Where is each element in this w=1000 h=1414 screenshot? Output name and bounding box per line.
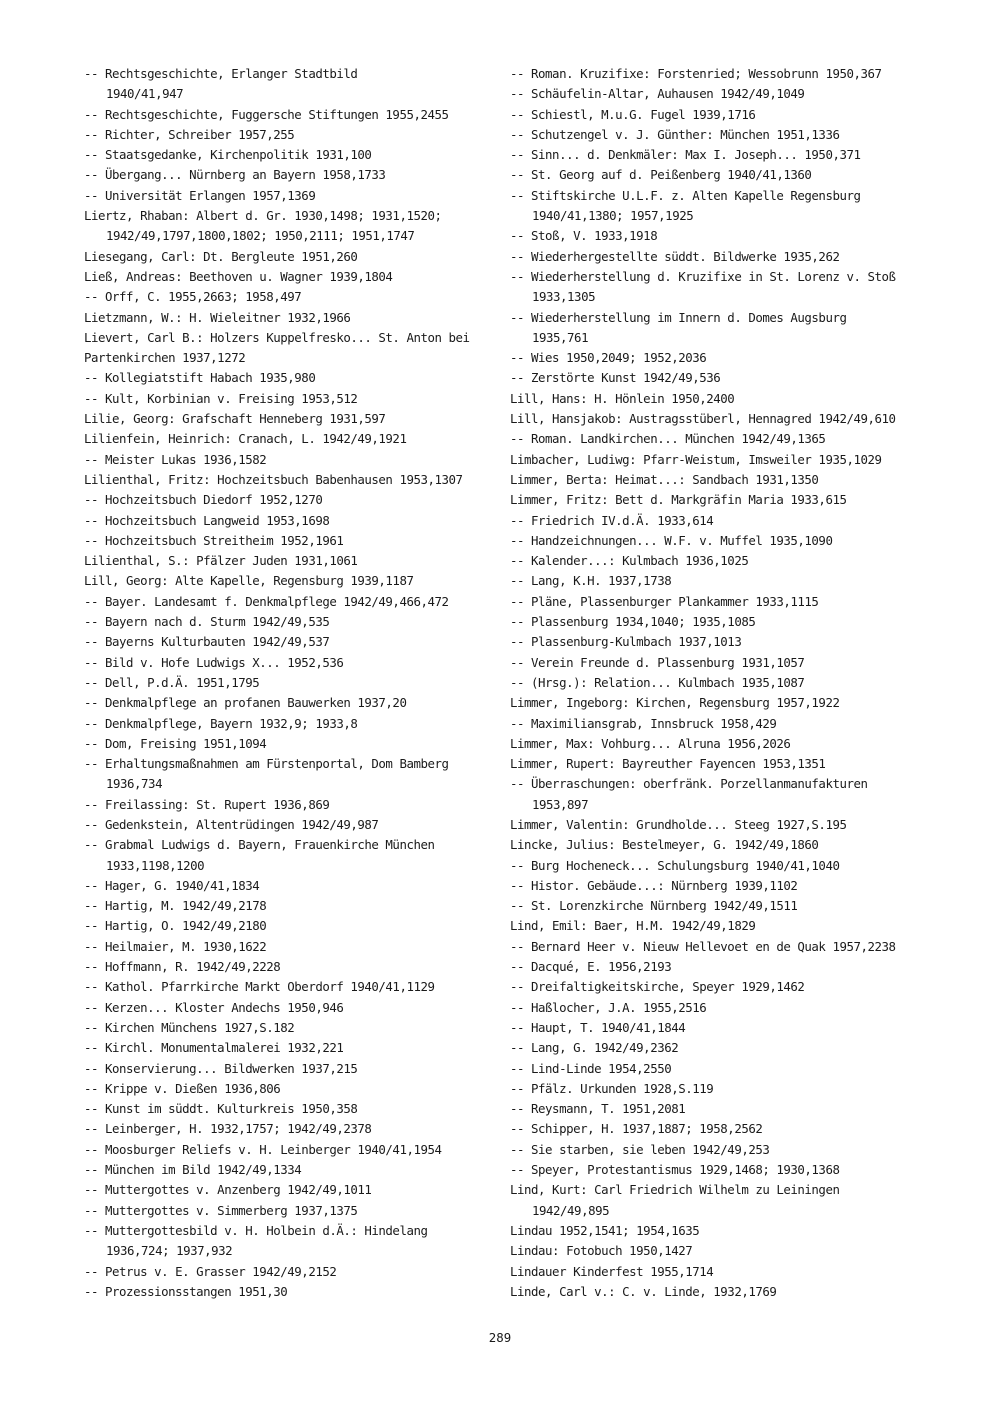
index-entry: -- Roman. Kruzifixe: Forstenried; Wessobrunn 1950,367 <box>510 66 882 81</box>
index-entry: Lietzmann, W.: H. Wieleitner 1932,1966 <box>84 309 351 325</box>
index-entry: -- (Hrsg.): Relation... Kulmbach 1935,1087 <box>510 674 805 690</box>
index-entry: -- Muttergottesbild v. H. Holbein d.Ä.: Hindelang <box>84 1222 428 1238</box>
index-entry: -- Haupt, T. 1940/41,1844 <box>510 1019 686 1035</box>
index-entry: -- Hochzeitsbuch Langweid 1953,1698 <box>84 512 330 528</box>
index-entry: -- Überraschungen: oberfränk. Porzellanmanufakturen <box>510 776 868 792</box>
index-entry: -- Krippe v. Dießen 1936,806 <box>84 1080 281 1096</box>
index-entry: -- Staatsgedanke, Kirchenpolitik 1931,100 <box>84 147 372 163</box>
index-entry: Linde, Carl v.: C. v. Linde, 1932,1769 <box>510 1283 777 1299</box>
index-entry: -- Lind-Linde 1954,2550 <box>510 1060 672 1076</box>
index-entry: -- Plassenburg 1934,1040; 1935,1085 <box>510 614 756 630</box>
index-entry: -- Petrus v. E. Grasser 1942/49,2152 <box>84 1263 337 1279</box>
index-entry: -- Richter, Schreiber 1957,255 <box>84 126 295 142</box>
index-entry: Limmer, Rupert: Bayreuther Fayencen 1953,1351 <box>510 756 826 772</box>
index-entry-continuation: 1933,1198,1200 <box>106 857 205 873</box>
index-entry: -- Rechtsgeschichte, Fuggersche Stiftungen 1955,2455 <box>84 106 449 122</box>
index-entry: -- Hartig, M. 1942/49,2178 <box>84 898 267 914</box>
index-entry: Limmer, Max: Vohburg... Alruna 1956,2026 <box>510 735 791 751</box>
index-entry: -- Bild v. Hofe Ludwigs X... 1952,536 <box>84 654 344 670</box>
index-entry-continuation: 1935,761 <box>532 329 589 345</box>
index-entry: Liesegang, Carl: Dt. Bergleute 1951,260 <box>84 248 358 264</box>
index-entry: -- Schäufelin-Altar, Auhausen 1942/49,1049 <box>510 86 805 102</box>
index-entry-continuation: 1936,724; 1937,932 <box>106 1243 233 1259</box>
index-entry-continuation: 1942/49,1797,1800,1802; 1950,2111; 1951,1747 <box>106 228 415 244</box>
index-entry: -- Wiederherstellung d. Kruzifixe in St. Lorenz v. Stoß <box>510 268 896 284</box>
index-entry: -- Universität Erlangen 1957,1369 <box>84 187 316 203</box>
index-entry: -- München im Bild 1942/49,1334 <box>84 1162 302 1178</box>
index-entry: Lilienthal, Fritz: Hochzeitsbuch Babenhausen 1953,1307 <box>84 471 463 487</box>
left-column <box>84 64 489 1302</box>
index-entry: Lilie, Georg: Grafschaft Henneberg 1931,597 <box>84 411 386 427</box>
index-entry: -- Übergang... Nürnberg an Bayern 1958,1733 <box>84 167 386 183</box>
index-entry: -- Histor. Gebäude...: Nürnberg 1939,1102 <box>510 877 798 893</box>
index-entry: -- Hager, G. 1940/41,1834 <box>84 877 260 893</box>
index-entry: -- Moosburger Reliefs v. H. Leinberger 1940/41,1954 <box>84 1141 442 1157</box>
index-entry-continuation: 1953,897 <box>532 796 589 812</box>
index-entry: -- Handzeichnungen... W.F. v. Muffel 1935,1090 <box>510 532 833 548</box>
index-entry: -- Bayerns Kulturbauten 1942/49,537 <box>84 634 330 650</box>
index-entry: -- Stoß, V. 1933,1918 <box>510 228 658 244</box>
index-entry: Limmer, Berta: Heimat...: Sandbach 1931,1350 <box>510 471 819 487</box>
index-entry: Lill, Georg: Alte Kapelle, Regensburg 1939,1187 <box>84 573 414 589</box>
index-entry: -- Schutzengel v. J. Günther: München 1951,1336 <box>510 126 840 142</box>
index-entry-continuation: 1942/49,895 <box>532 1202 610 1218</box>
index-entry: -- Speyer, Protestantismus 1929,1468; 1930,1368 <box>510 1162 840 1178</box>
index-entry: -- Kirchen Münchens 1927,S.182 <box>84 1019 295 1035</box>
right-column <box>510 64 920 1302</box>
index-entry: -- Friedrich IV.d.Ä. 1933,614 <box>510 512 714 528</box>
index-entry: -- Zerstörte Kunst 1942/49,536 <box>510 370 721 386</box>
index-entry: -- Bayer. Landesamt f. Denkmalpflege 1942/49,466,472 <box>84 593 449 609</box>
index-entry: -- Konservierung... Bildwerken 1937,215 <box>84 1060 358 1076</box>
index-entry: -- Kunst im süddt. Kulturkreis 1950,358 <box>84 1101 358 1117</box>
index-entry: -- Dom, Freising 1951,1094 <box>84 735 267 751</box>
index-entry: -- Burg Hocheneck... Schulungsburg 1940/41,1040 <box>510 857 840 873</box>
index-entry: Lincke, Julius: Bestelmeyer, G. 1942/49,1860 <box>510 837 819 853</box>
index-entry: Limmer, Ingeborg: Kirchen, Regensburg 1957,1922 <box>510 695 840 711</box>
index-entry: -- Hoffmann, R. 1942/49,2228 <box>84 959 281 975</box>
index-entry: Lill, Hans: H. Hönlein 1950,2400 <box>510 390 735 406</box>
index-entry: -- Dell, P.d.Ä. 1951,1795 <box>84 674 260 690</box>
index-entry: Lind, Kurt: Carl Friedrich Wilhelm zu Leiningen <box>510 1182 840 1198</box>
index-entry: -- Bernard Heer v. Nieuw Hellevoet en de Quak 1957,2238 <box>510 938 896 954</box>
index-entry: -- Roman. Landkirchen... München 1942/49,1365 <box>510 431 826 447</box>
index-entry: -- Dacqué, E. 1956,2193 <box>510 959 672 975</box>
index-entry: -- Sinn... d. Denkmäler: Max I. Joseph... 1950,371 <box>510 147 861 163</box>
index-entry: Lilienfein, Heinrich: Cranach, L. 1942/49,1921 <box>84 431 407 447</box>
index-entry: Lievert, Carl B.: Holzers Kuppelfresko... St. Anton bei <box>84 329 470 345</box>
index-entry: -- Muttergottes v. Simmerberg 1937,1375 <box>84 1202 358 1218</box>
index-entry: -- Denkmalpflege an profanen Bauwerken 1937,20 <box>84 695 407 711</box>
index-entry: -- Stiftskirche U.L.F. z. Alten Kapelle Regensburg <box>510 187 861 203</box>
index-entry: Limmer, Valentin: Grundholde... Steeg 1927,S.195 <box>510 816 847 832</box>
index-entry: -- Schipper, H. 1937,1887; 1958,2562 <box>510 1121 763 1137</box>
index-entry: Limbacher, Ludiwg: Pfarr-Weistum, Imsweiler 1935,1029 <box>510 451 882 467</box>
index-entry: Lill, Hansjakob: Austragsstüberl, Hennagred 1942/49,610 <box>510 411 896 427</box>
index-entry: -- Dreifaltigkeitskirche, Speyer 1929,1462 <box>510 979 805 995</box>
index-entry: -- Freilassing: St. Rupert 1936,869 <box>84 796 330 812</box>
index-entry: -- Orff, C. 1955,2663; 1958,497 <box>84 289 302 305</box>
index-entry-continuation: 1936,734 <box>106 776 163 792</box>
index-entry: Limmer, Fritz: Bett d. Markgräfin Maria 1933,615 <box>510 492 847 508</box>
index-entry: -- Sie starben, sie leben 1942/49,253 <box>510 1141 770 1157</box>
index-entry: -- Grabmal Ludwigs d. Bayern, Frauenkirche München <box>84 837 435 853</box>
index-entry: -- Bayern nach d. Sturm 1942/49,535 <box>84 614 330 630</box>
index-entry: -- Kollegiatstift Habach 1935,980 <box>84 370 316 386</box>
index-entry: -- St. Georg auf d. Peißenberg 1940/41,1360 <box>510 167 812 183</box>
index-entry-continuation: 1940/41,1380; 1957,1925 <box>532 208 694 224</box>
index-entry: -- Erhaltungsmaßnahmen am Fürstenportal, Dom Bamberg <box>84 756 449 772</box>
index-entry: -- Hochzeitsbuch Diedorf 1952,1270 <box>84 492 323 508</box>
index-entry-continuation: 1933,1305 <box>532 289 596 305</box>
index-entry: -- Pläne, Plassenburger Plankammer 1933,1115 <box>510 593 819 609</box>
index-entry: Lind, Emil: Baer, H.M. 1942/49,1829 <box>510 918 756 934</box>
index-entry: -- Pfälz. Urkunden 1928,S.119 <box>510 1080 714 1096</box>
index-entry: -- Wiederhergestellte süddt. Bildwerke 1935,262 <box>510 248 840 264</box>
index-entry: -- Reysmann, T. 1951,2081 <box>510 1101 686 1117</box>
index-entry: -- Plassenburg-Kulmbach 1937,1013 <box>510 634 742 650</box>
index-entry: -- Rechtsgeschichte, Erlanger Stadtbild <box>84 66 358 81</box>
index-entry: Ließ, Andreas: Beethoven u. Wagner 1939,1804 <box>84 268 393 284</box>
index-entry: -- Lang, K.H. 1937,1738 <box>510 573 672 589</box>
index-entry: Lindauer Kinderfest 1955,1714 <box>510 1263 714 1279</box>
index-entry: -- Gedenkstein, Altentrüdingen 1942/49,987 <box>84 816 379 832</box>
index-entry: -- Kirchl. Monumentalmalerei 1932,221 <box>84 1040 344 1056</box>
index-entry: -- St. Lorenzkirche Nürnberg 1942/49,1511 <box>510 898 798 914</box>
index-entry: -- Heilmaier, M. 1930,1622 <box>84 938 267 954</box>
index-entry: -- Hartig, O. 1942/49,2180 <box>84 918 267 934</box>
index-entry: Lilienthal, S.: Pfälzer Juden 1931,1061 <box>84 553 358 569</box>
index-entry: -- Denkmalpflege, Bayern 1932,9; 1933,8 <box>84 715 358 731</box>
index-entry: -- Kerzen... Kloster Andechs 1950,946 <box>84 999 344 1015</box>
index-entry: -- Wies 1950,2049; 1952,2036 <box>510 350 707 366</box>
index-entry: -- Kult, Korbinian v. Freising 1953,512 <box>84 390 358 406</box>
index-entry: -- Verein Freunde d. Plassenburg 1931,1057 <box>510 654 805 670</box>
page-number: 289 <box>488 1330 512 1345</box>
index-entry: -- Leinberger, H. 1932,1757; 1942/49,2378 <box>84 1121 372 1137</box>
index-entry: -- Hochzeitsbuch Streitheim 1952,1961 <box>84 532 344 548</box>
index-entry: -- Haßlocher, J.A. 1955,2516 <box>510 999 707 1015</box>
index-entry: -- Prozessionsstangen 1951,30 <box>84 1283 288 1299</box>
index-entry: -- Kathol. Pfarrkirche Markt Oberdorf 1940/41,1129 <box>84 979 435 995</box>
index-entry: -- Lang, G. 1942/49,2362 <box>510 1040 679 1056</box>
index-entry: Lindau 1952,1541; 1954,1635 <box>510 1222 700 1238</box>
index-entry: -- Wiederherstellung im Innern d. Domes Augsburg <box>510 309 847 325</box>
index-entry: -- Kalender...: Kulmbach 1936,1025 <box>510 553 749 569</box>
index-entry: Partenkirchen 1937,1272 <box>84 350 246 366</box>
index-entry-continuation: 1940/41,947 <box>106 86 184 102</box>
index-entry: -- Muttergottes v. Anzenberg 1942/49,1011 <box>84 1182 372 1198</box>
index-entry: -- Maximiliansgrab, Innsbruck 1958,429 <box>510 715 777 731</box>
index-entry: Lindau: Fotobuch 1950,1427 <box>510 1243 693 1259</box>
index-entry: -- Schiestl, M.u.G. Fugel 1939,1716 <box>510 106 756 122</box>
index-entry: -- Meister Lukas 1936,1582 <box>84 451 267 467</box>
index-entry: Liertz, Rhaban: Albert d. Gr. 1930,1498; 1931,1520; <box>84 208 442 224</box>
